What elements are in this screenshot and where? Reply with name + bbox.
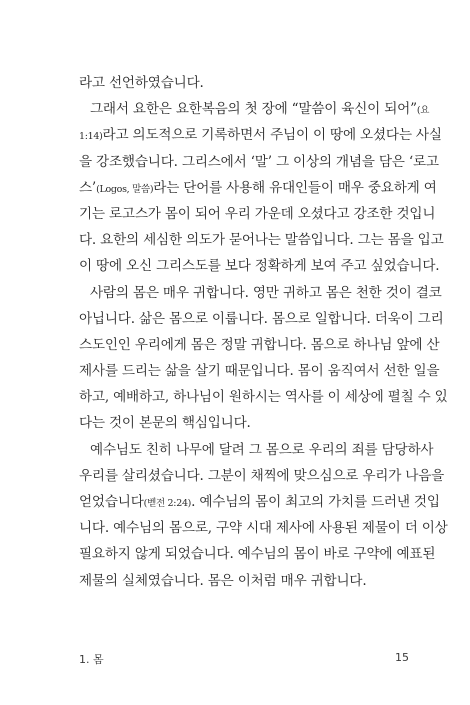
body-line: 스도인인 우리에게 몸은 정말 귀합니다. 몸으로 하나님 앞에 산 (79, 336, 440, 353)
body-line (79, 96, 430, 122)
page-number: 15 (395, 651, 409, 664)
body-line: 아닙니다. 삶은 몸으로 이룹니다. 몸으로 일합니다. 더욱이 그리 (79, 310, 444, 327)
reference-note: (벧전 2:24) (143, 498, 192, 509)
body-text: 라고 의도적으로 기록하면서 주님이 이 땅에 오셨다는 사실 (102, 127, 442, 144)
reference-note: 1:14) (79, 131, 103, 143)
footer-chapter-title: 1. 몸 (79, 653, 104, 666)
body-line: 기는 로고스가 몸이 되어 우리 가운데 오셨다고 강조한 것입니 (79, 205, 436, 222)
body-line: 다는 것이 본문의 핵심입니다. (79, 415, 251, 432)
body-line: 라고 선언하였습니다. (79, 75, 204, 91)
page-body (79, 70, 448, 594)
body-line: 이 땅에 오신 그리스도를 보다 정확하게 보여 주고 싶었습니다. (79, 258, 440, 275)
body-line: 제물의 실체였습니다. 몸은 이처럼 매우 귀합니다. (79, 572, 367, 589)
body-line: 필요하지 않게 되었습니다. 예수님의 몸이 바로 구약에 예표된 (79, 546, 436, 563)
body-text: . 예수님의 몸이 최고의 가치를 드러낸 것입 (191, 494, 440, 510)
body-text: 라는 단어를 사용해 유대인들이 매우 중요하게 여 (153, 179, 437, 196)
body-line: 을 강조했습니다. 그리스에서 ‘말’ 그 이상의 개념을 담은 ‘로고 (79, 153, 439, 170)
body-text: 그래서 요한은 요한복음의 첫 장에 “말씀이 육신이 되어” (90, 101, 417, 118)
body-line (79, 489, 440, 515)
body-line (79, 175, 437, 201)
body-line (79, 122, 442, 148)
body-line: 우리를 살리셨습니다. 그분이 채찍에 맞으심으로 우리가 나음을 (79, 467, 445, 484)
body-line: 예수님도 친히 나무에 달려 그 몸으로 우리의 죄를 담당하사 (90, 441, 434, 458)
reference-note: (요 (416, 105, 430, 117)
body-line: 다. 요한의 세심한 의도가 묻어나는 말씀입니다. 그는 몸을 입고 (79, 232, 444, 249)
body-text: 얻었습니다 (79, 494, 144, 510)
body-line: 하고, 예배하고, 하나님이 원하시는 역사를 이 세상에 펼칠 수 있 (79, 389, 448, 406)
body-line: 니다. 예수님의 몸으로, 구약 시대 제사에 사용된 제물이 더 이상 (79, 520, 448, 537)
body-line: 제사를 드리는 삶을 살기 때문입니다. 몸이 움직여서 선한 일을 (79, 363, 440, 380)
reference-note: (Logos, 말씀) (96, 183, 154, 195)
body-line: 사람의 몸은 매우 귀합니다. 영만 귀하고 몸은 천한 것이 결코 (90, 284, 442, 301)
body-text: 스’ (79, 179, 97, 196)
